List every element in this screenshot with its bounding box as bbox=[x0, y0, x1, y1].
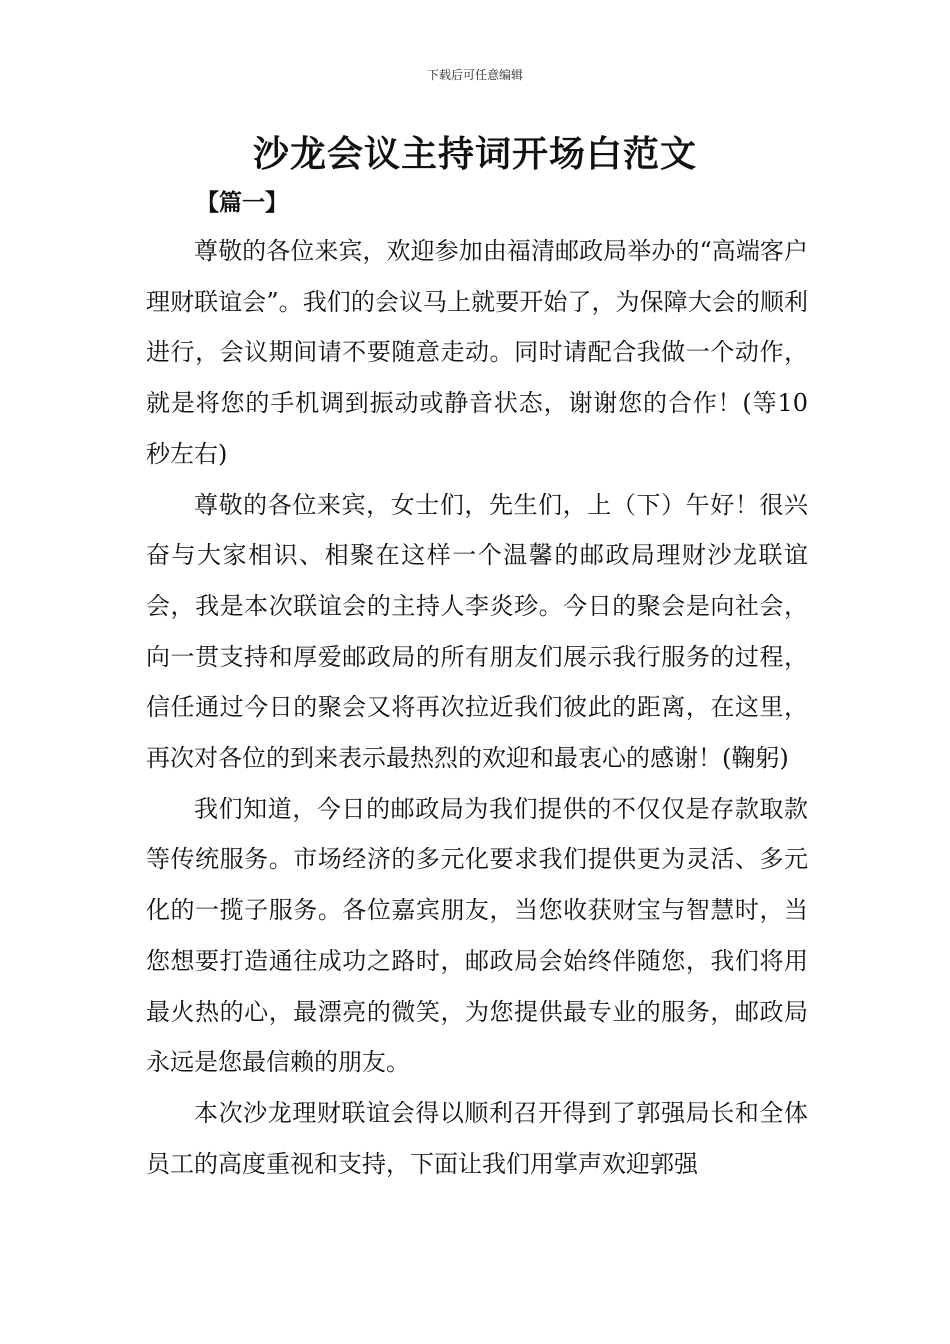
document-title: 沙龙会议主持词开场白范文 bbox=[252, 133, 697, 175]
section-label: 【篇一】 bbox=[196, 189, 288, 216]
paragraph: 尊敬的各位来宾，女士们，先生们，上（下）午好！很兴奋与大家相识、相聚在这样一个温馨的邮政局理财沙龙联谊会，我是本次联谊会的主持人李炎珍。今日的聚会是向社会，向一贯支持和厚爱邮政局的所有朋友们展示我行服务的过程，信任通过今日的聚会又将再次拉近我们彼此的距离，在这里，再次对各位的到来表示最热烈的欢迎和最衷心的感谢！(鞠躬) bbox=[146, 490, 808, 773]
paragraph: 我们知道，今日的邮政局为我们提供的不仅仅是存款取款等传统服务。市场经济的多元化要求我们提供更为灵活、多元化的一揽子服务。各位嘉宾朋友，当您收获财宝与智慧时，当您想要打造通往成功之路时，邮政局会始终伴随您，我们将用最火热的心，最漂亮的微笑，为您提供最专业的服务，邮政局永远是您最信赖的朋友。 bbox=[146, 794, 808, 1077]
header-note: 下载后可任意编辑 bbox=[426, 68, 523, 82]
paragraph: 本次沙龙理财联谊会得以顺利召开得到了郭强局长和全体员工的高度重视和支持，下面让我们用掌声欢迎郭强 bbox=[146, 1098, 808, 1178]
document-body bbox=[146, 226, 808, 1189]
paragraph: 尊敬的各位来宾，欢迎参加由福清邮政局举办的“高端客户理财联谊会”。我们的会议马上就要开始了，为保障大会的顺利进行，会议期间请不要随意走动。同时请配合我做一个动作，就是将您的手机调到振动或静音状态，谢谢您的合作！(等10秒左右) bbox=[146, 237, 808, 468]
